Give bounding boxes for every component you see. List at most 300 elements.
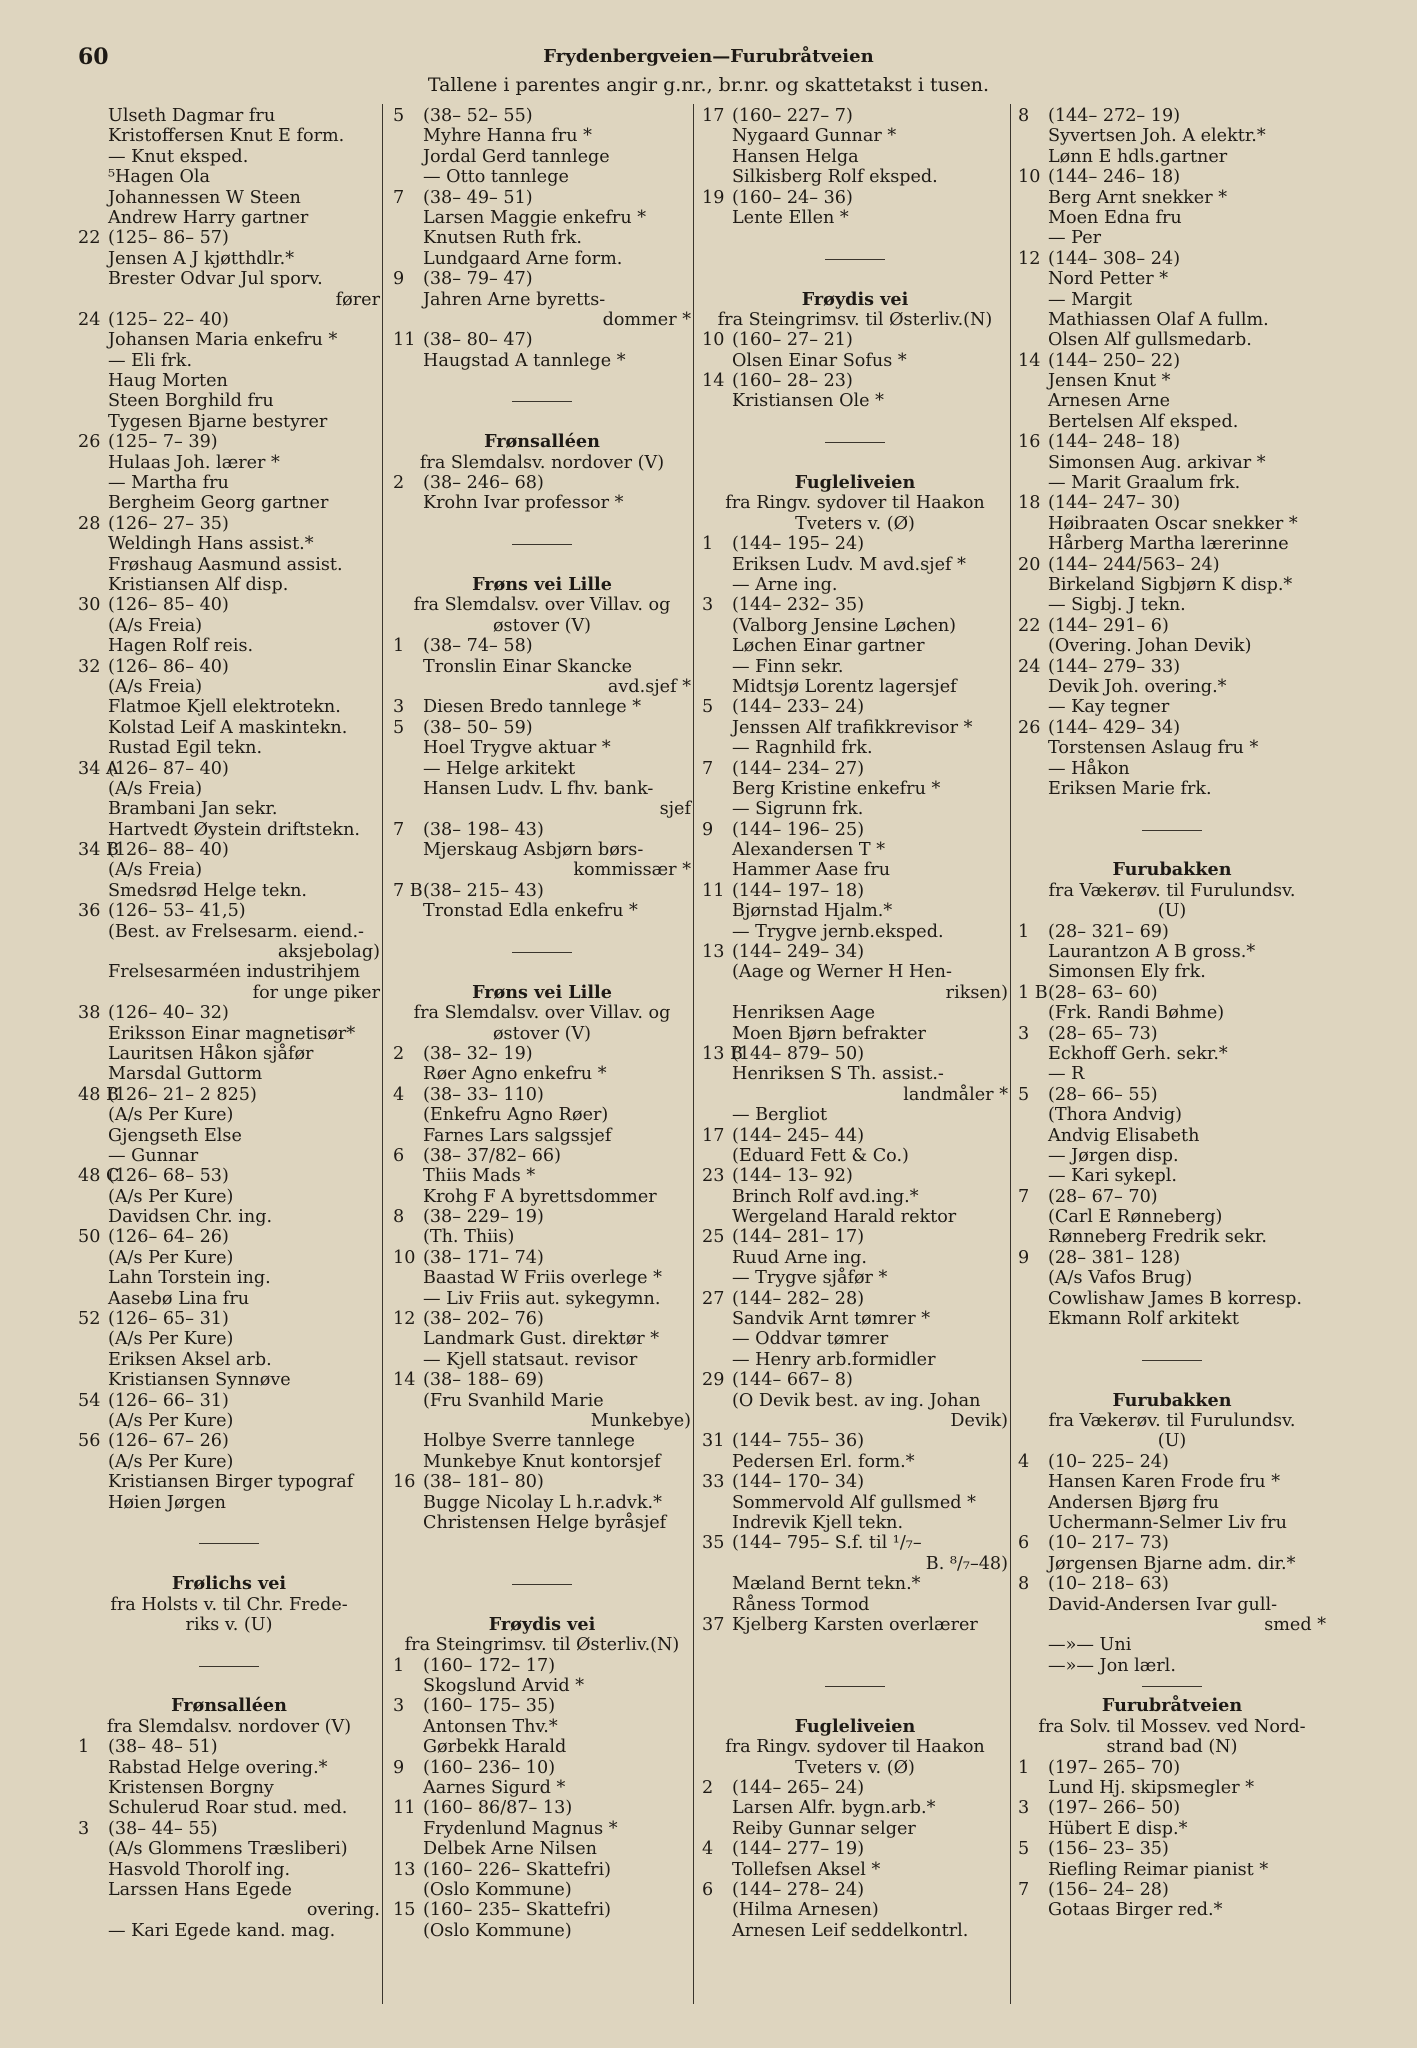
entry-text: fra Ringv. sydover til Haakon (725, 493, 985, 514)
entry-line (393, 1064, 691, 1084)
entry-line (78, 351, 380, 371)
entry-line (1018, 657, 1326, 677)
entry-line (1018, 636, 1326, 656)
spacer (393, 412, 691, 432)
entry-text: Andvig Elisabeth (1048, 1125, 1200, 1146)
street-name (393, 983, 691, 1003)
entry-line (1018, 514, 1326, 534)
entry-text: Berg Kristine enkefru * (732, 778, 941, 799)
entry-line (1018, 167, 1326, 187)
entry-line (78, 391, 380, 411)
house-number: 36 (78, 901, 101, 922)
entry-line (702, 820, 1008, 840)
entry-text: Indrevik Kjell tekn. (732, 1512, 904, 1533)
entry-line (1018, 738, 1326, 758)
entry-line (78, 779, 380, 799)
entry-text: (144– 248– 18) (1048, 432, 1181, 453)
entry-text: Flatmoe Kjell elektrotekn. (108, 697, 341, 718)
entry-line (702, 616, 1008, 636)
entry-text: (144– 197– 18) (732, 880, 865, 901)
entry-text: Eriksen Marie frk. (1048, 778, 1212, 799)
column-2 (393, 106, 691, 1941)
entry-text: (Oslo Kommune) (423, 1879, 572, 1900)
entry-line (78, 657, 380, 677)
entry-continuation (702, 1554, 1008, 1574)
entry-text: Andrew Harry gartner (108, 207, 309, 228)
entry-text: (125– 22– 40) (108, 309, 229, 330)
entry-line (78, 636, 380, 656)
entry-line (78, 1798, 380, 1818)
entry-line (78, 1329, 380, 1349)
house-number: 24 (78, 309, 101, 330)
house-number: 13 B (702, 1043, 743, 1064)
house-number: 3 (393, 1696, 405, 1717)
entry-line (1018, 1595, 1326, 1615)
house-number: 10 (1018, 167, 1041, 188)
entry-text: Davidsen Chr. ing. (108, 1207, 273, 1228)
house-number: 3 (1018, 1798, 1030, 1819)
entry-text: Thiis Mads * (423, 1166, 536, 1187)
entry-line (702, 1350, 1008, 1370)
entry-text: Rønneberg Fredrik sekr. (1048, 1227, 1267, 1248)
street-name-text: Furubakken (1112, 859, 1232, 881)
house-number: 24 (1018, 656, 1041, 677)
entry-line (78, 412, 380, 432)
entry-text: Hagen Rolf reis. (108, 636, 254, 657)
street-name-text: Frøns vei Lille (472, 573, 612, 595)
entry-line (1018, 962, 1326, 982)
entry-line (702, 1024, 1008, 1044)
entry-text: Laurantzon A B gross.* (1048, 942, 1256, 963)
entry-line (393, 1370, 691, 1390)
entry-text: —»— Jon lærl. (1048, 1655, 1176, 1676)
entry-text: (A/s Vafos Brug) (1048, 1268, 1193, 1289)
entry-text: (160– 28– 23) (732, 371, 853, 392)
entry-text: Larsen Alfr. bygn.arb.* (732, 1798, 936, 1819)
entry-line (702, 1166, 1008, 1186)
entry-text: (28– 67– 70) (1048, 1186, 1158, 1207)
entry-text: Frøshaug Aasmund assist. (108, 554, 343, 575)
column-divider (1010, 104, 1011, 2004)
spacer (393, 371, 691, 391)
entry-line (393, 1105, 691, 1125)
entry-line (393, 1227, 691, 1247)
house-number: 14 (393, 1370, 416, 1391)
house-number: 1 (78, 1737, 90, 1758)
entry-line (1018, 1472, 1326, 1492)
entry-text: Henriksen Aage (732, 1003, 876, 1024)
entry-line (78, 453, 380, 473)
entry-text: Lønn E hdls.gartner (1048, 146, 1228, 167)
house-number: 52 (78, 1309, 101, 1330)
house-number: 6 (393, 1145, 405, 1166)
entry-text: Aasebø Lina fru (108, 1288, 250, 1309)
entry-line (78, 595, 380, 615)
section-rule (393, 1574, 691, 1594)
entry-line (702, 1798, 1008, 1818)
entry-line (1018, 1860, 1326, 1880)
entry-line (1018, 983, 1326, 1003)
entry-text: Cowlishaw James B korresp. (1048, 1288, 1303, 1309)
entry-text (1142, 1686, 1202, 1687)
entry-text: (156– 24– 28) (1048, 1879, 1169, 1900)
street-name-text: Frønsalléen (484, 431, 600, 453)
entry-continuation (393, 310, 691, 330)
house-number: 32 (78, 656, 101, 677)
entry-text: (126– 88– 40) (108, 840, 229, 861)
entry-text: Hansen Helga (732, 146, 859, 167)
page-header-subtitle: Tallene i parentes angir g.nr., br.nr. og skattetakst i tusen. (427, 74, 990, 96)
entry-text: (144– 195– 24) (732, 534, 865, 555)
house-number: 13 (702, 942, 725, 963)
street-description (78, 1717, 380, 1737)
entry-text: for unge piker (252, 982, 380, 1003)
entry-line (78, 1819, 380, 1839)
entry-line (702, 167, 1008, 187)
entry-text: (38– 198– 43) (423, 819, 544, 840)
entry-line (393, 1656, 691, 1676)
entry-text: B. ⁸/₇–48) (925, 1553, 1008, 1574)
entry-text: (126– 27– 35) (108, 513, 229, 534)
street-description (1018, 901, 1326, 921)
entry-text: Frydenlund Magnus * (423, 1818, 618, 1839)
entry-text: (Th. Thiis) (423, 1227, 515, 1248)
entry-line (1018, 147, 1326, 167)
entry-text: Lente Ellen * (732, 207, 849, 228)
entry-line (1018, 1452, 1326, 1472)
entry-line (78, 962, 380, 982)
house-number: 14 (1018, 350, 1041, 371)
entry-line (702, 1880, 1008, 1900)
entry-line (78, 881, 380, 901)
entry-text: (160– 226– Skattefri) (423, 1859, 611, 1880)
entry-text: landmåler * (903, 1084, 1008, 1105)
entry-line (78, 1207, 380, 1227)
entry-line (78, 432, 380, 452)
entry-text: — Arne ing. (732, 574, 838, 595)
entry-text: Baastad W Friis overlege * (423, 1268, 662, 1289)
spacer (1018, 840, 1326, 860)
spacer (702, 1696, 1008, 1716)
house-number: 10 (702, 330, 725, 351)
entry-text: (144– 755– 36) (732, 1431, 865, 1452)
entry-text (1142, 830, 1202, 831)
entry-line (1018, 473, 1326, 493)
entry-line (1018, 106, 1326, 126)
entry-text: Munkebye) (590, 1411, 691, 1431)
house-number: 1 (702, 534, 714, 555)
entry-line (393, 1391, 691, 1411)
entry-line (1018, 1126, 1326, 1146)
entry-text (1142, 1360, 1202, 1361)
entry-text: (160– 27– 21) (732, 330, 853, 351)
section-rule (1018, 1676, 1326, 1696)
entry-line (78, 1248, 380, 1268)
entry-line (393, 1513, 691, 1533)
entry-text: Lund Hj. skipsmegler * (1048, 1778, 1254, 1799)
entry-text: (38– 50– 59) (423, 717, 533, 738)
entry-line (78, 759, 380, 779)
entry-continuation (78, 290, 380, 310)
entry-text: — Marit Graalum frk. (1048, 473, 1241, 494)
street-name (78, 1696, 380, 1716)
house-number: 7 (393, 187, 405, 208)
entry-text: — Margit (1048, 289, 1133, 310)
entry-text (825, 1686, 885, 1687)
entry-text: Kristensen Borgny (108, 1778, 274, 1799)
entry-line (702, 677, 1008, 697)
entry-line (702, 1329, 1008, 1349)
entry-text: Eriksen Ludv. M avd.sjef * (732, 554, 966, 575)
spacer (702, 412, 1008, 432)
entry-text: Knutsen Ruth frk. (423, 228, 582, 249)
entry-text: fra Steingrimsv. til Østerliv.(N) (404, 1635, 680, 1656)
street-name-text: Frøydis vei (801, 288, 909, 310)
entry-text: Munkebye Knut kontorsjef (423, 1451, 661, 1472)
house-number: 9 (702, 819, 714, 840)
entry-text: Lundgaard Arne form. (423, 248, 623, 269)
entry-continuation (393, 677, 691, 697)
entry-text: (125– 86– 57) (108, 228, 229, 249)
entry-text: Krohg F A byrettsdommer (423, 1186, 657, 1207)
spacer (78, 1635, 380, 1655)
street-name-text: Fugleliveien (794, 472, 916, 494)
entry-text: Tollefsen Aksel * (732, 1859, 881, 1880)
entry-text: — Gunnar (108, 1145, 199, 1166)
street-description (702, 493, 1008, 513)
entry-line (1018, 1493, 1326, 1513)
entry-text: Jahren Arne byretts- (423, 289, 606, 310)
entry-line (1018, 759, 1326, 779)
house-number: 15 (393, 1900, 416, 1921)
spacer (702, 269, 1008, 289)
entry-line (78, 493, 380, 513)
entry-text: Silkisberg Rolf eksped. (732, 167, 938, 188)
entry-line (1018, 290, 1326, 310)
entry-line (702, 881, 1008, 901)
house-number: 7 B (393, 880, 423, 901)
entry-line (702, 1126, 1008, 1146)
entry-text: (28– 321– 69) (1048, 921, 1169, 942)
entry-text: Mjerskaug Asbjørn børs- (423, 840, 644, 861)
entry-line (702, 1268, 1008, 1288)
entry-line (702, 636, 1008, 656)
entry-text: (38– 52– 55) (423, 106, 533, 126)
entry-text: fører (335, 289, 380, 310)
entry-text: — Kari Egede kand. mag. (108, 1920, 336, 1941)
spacer (393, 922, 691, 942)
entry-line (78, 697, 380, 717)
street-name (702, 473, 1008, 493)
entry-text: østover (V) (492, 615, 592, 636)
entry-line (78, 1778, 380, 1798)
entry-text: (126– 68– 53) (108, 1166, 229, 1187)
entry-text: Hulaas Joh. lærer * (108, 452, 280, 473)
entry-text: Gørbekk Harald (423, 1737, 567, 1758)
entry-line (1018, 1758, 1326, 1778)
entry-line (702, 697, 1008, 717)
entry-text: Jordal Gerd tannlege (423, 146, 610, 167)
entry-line (393, 249, 691, 269)
street-description (78, 1615, 380, 1635)
entry-text: — Helge arkitekt (423, 758, 576, 779)
entry-text: Diesen Bredo tannlege * (423, 697, 642, 718)
entry-line (78, 1044, 380, 1064)
entry-line (1018, 1289, 1326, 1309)
entry-text: Henriksen S Th. assist.- (732, 1064, 944, 1085)
entry-line (78, 840, 380, 860)
entry-line (393, 1268, 691, 1288)
entry-text: (Overing. Johan Devik) (1048, 636, 1252, 657)
entry-line (1018, 249, 1326, 269)
spacer (393, 1554, 691, 1574)
entry-line (1018, 1635, 1326, 1655)
section-rule (78, 1656, 380, 1676)
entry-line (702, 1533, 1008, 1553)
column-4 (1018, 106, 1326, 1921)
entry-text: Nord Petter * (1048, 269, 1169, 290)
entry-text: (Enkefru Agno Røer) (423, 1105, 609, 1126)
entry-text: (A/s Per Kure) (108, 1247, 234, 1268)
house-number: 35 (702, 1533, 725, 1554)
entry-line (78, 310, 380, 330)
entry-line (1018, 555, 1326, 575)
street-description (1018, 881, 1326, 901)
house-number: 37 (702, 1614, 725, 1635)
house-number: 27 (702, 1288, 725, 1309)
entry-line (393, 901, 691, 921)
entry-text: (160– 227– 7) (732, 106, 853, 126)
entry-line (393, 1350, 691, 1370)
entry-line (393, 1921, 691, 1941)
entry-line (78, 1126, 380, 1146)
entry-text: Tronstad Edla enkefru * (423, 901, 638, 922)
entry-text: sjef (659, 799, 691, 820)
entry-line (393, 188, 691, 208)
street-description (393, 1024, 691, 1044)
entry-text: Tygesen Bjarne bestyrer (108, 411, 328, 432)
entry-text: Sandvik Arnt tømrer * (732, 1309, 931, 1330)
entry-line (78, 1472, 380, 1492)
entry-text: Berg Arnt snekker * (1048, 187, 1228, 208)
section-rule (393, 942, 691, 962)
street-name (393, 1615, 691, 1635)
entry-text: (144– 667– 8) (732, 1370, 853, 1391)
entry-line (702, 1493, 1008, 1513)
entry-text: (Frk. Randi Bøhme) (1048, 1003, 1225, 1024)
entry-text: — Eli frk. (108, 350, 193, 371)
spacer (1018, 1370, 1326, 1390)
entry-text: (156– 23– 35) (1048, 1839, 1169, 1860)
entry-line (1018, 1656, 1326, 1676)
house-number: 11 (702, 880, 725, 901)
entry-line (702, 1105, 1008, 1125)
entry-line (702, 595, 1008, 615)
entry-line (393, 208, 691, 228)
entry-text: (10– 218– 63) (1048, 1574, 1169, 1595)
entry-text: (Eduard Fett & Co.) (732, 1145, 909, 1166)
entry-line (393, 1676, 691, 1696)
house-number: 26 (78, 432, 101, 453)
street-description (393, 616, 691, 636)
entry-line (78, 228, 380, 248)
entry-text: Hasvold Thorolf ing. (108, 1859, 291, 1880)
entry-line (393, 636, 691, 656)
entry-line (393, 1472, 691, 1492)
entry-line (1018, 1513, 1326, 1533)
entry-text: (160– 235– Skattefri) (423, 1900, 611, 1921)
spacer (393, 555, 691, 575)
house-number: 28 (78, 513, 101, 534)
entry-line (702, 1309, 1008, 1329)
entry-text: (28– 63– 60) (1048, 982, 1158, 1003)
entry-text: strand bad (N) (1106, 1737, 1238, 1758)
house-number: 5 (393, 106, 405, 126)
entry-text: (A/s Freia) (108, 676, 203, 697)
street-name (702, 290, 1008, 310)
entry-line (78, 126, 380, 146)
entry-line (78, 1860, 380, 1880)
entry-text (512, 401, 572, 402)
entry-text: Skogslund Arvid * (423, 1676, 585, 1697)
entry-text: — Knut eksped. (108, 146, 249, 167)
section-rule (702, 432, 1008, 452)
entry-text: Kjelberg Karsten overlærer (732, 1614, 978, 1635)
entry-text: Wergeland Harald rektor (732, 1207, 957, 1228)
entry-line (393, 738, 691, 758)
entry-line (702, 1248, 1008, 1268)
house-number: 9 (393, 269, 405, 290)
spacer (702, 1656, 1008, 1676)
entry-text: Christensen Helge byråsjef (423, 1512, 667, 1533)
entry-text: (160– 175– 35) (423, 1696, 556, 1717)
entry-line (393, 1289, 691, 1309)
entry-line (702, 1921, 1008, 1941)
entry-line (78, 1391, 380, 1411)
entry-line (1018, 595, 1326, 615)
entry-text: Hammer Aase fru (732, 860, 891, 881)
entry-line (1018, 1778, 1326, 1798)
entry-text: (O Devik best. av ing. Johan (732, 1390, 981, 1411)
entry-text: Simonsen Aug. arkivar * (1048, 452, 1266, 473)
entry-line (702, 1146, 1008, 1166)
entry-line (393, 330, 691, 350)
entry-line (702, 657, 1008, 677)
entry-line (702, 147, 1008, 167)
street-name-text: Frøns vei Lille (472, 981, 612, 1003)
entry-text: — Ragnhild frk. (732, 738, 873, 759)
entry-line (78, 1737, 380, 1757)
entry-continuation (702, 1085, 1008, 1105)
entry-text: (144– 13– 92) (732, 1166, 853, 1187)
entry-line (78, 718, 380, 738)
house-number: 1 (393, 1655, 405, 1676)
entry-line (702, 1839, 1008, 1859)
entry-text: Mathiassen Olaf A fullm. (1048, 309, 1269, 330)
house-number: 3 (702, 595, 714, 616)
house-number: 4 (1018, 1451, 1030, 1472)
entry-text: avd.sjef * (607, 676, 691, 697)
spacer (393, 962, 691, 982)
entry-text: (A/s Freia) (108, 778, 203, 799)
entry-text: Råness Tormod (732, 1594, 870, 1615)
entry-text: Farnes Lars salgssjef (423, 1125, 612, 1146)
house-number: 7 (1018, 1186, 1030, 1207)
entry-text (825, 442, 885, 443)
entry-text: Arnesen Arne (1048, 391, 1171, 412)
house-number: 20 (1018, 554, 1041, 575)
entry-line (1018, 432, 1326, 452)
